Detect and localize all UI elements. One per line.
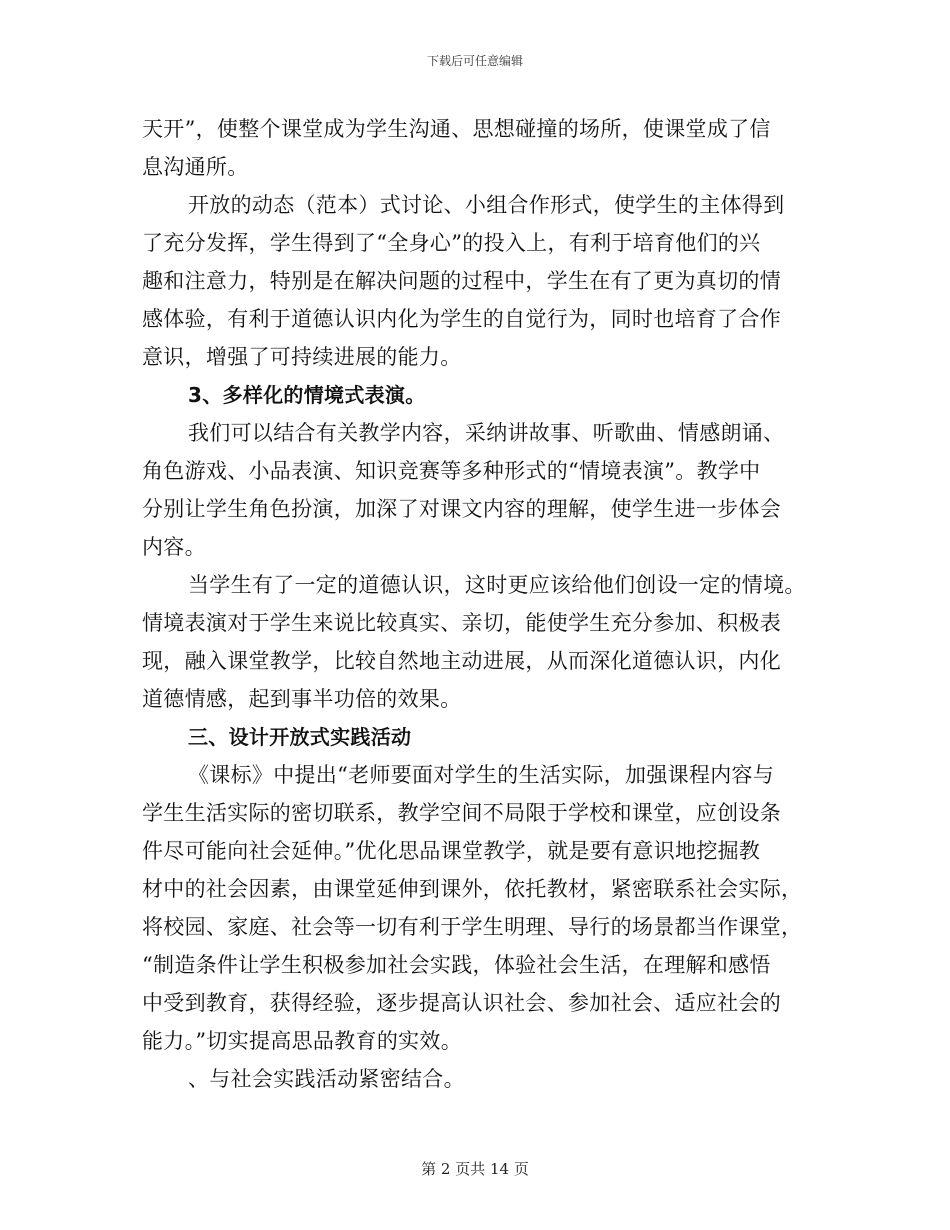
section-heading: 3、多样化的情境式表演。 — [188, 383, 426, 407]
text-line: 现，融入课堂教学，比较自然地主动进展，从而深化道德认识，内化 — [142, 649, 781, 673]
text-line: 意识，增强了可持续进展的能力。 — [142, 345, 462, 369]
text-line: 分别让学生角色扮演，加深了对课文内容的理解，使学生进一步体会 — [142, 497, 781, 521]
text-line: 感体验，有利于道德认识内化为学生的自觉行为，同时也培育了合作 — [142, 307, 781, 331]
page-header: 下载后可任意编辑 — [426, 54, 523, 68]
text-line: 材中的社会因素，由课堂延伸到课外，依托教材，紧密联系社会实际， — [142, 877, 803, 901]
document-body — [142, 110, 808, 1098]
text-line: 当学生有了一定的道德认识，这时更应该给他们创设一定的情境。 — [188, 573, 806, 597]
text-line: 将校园、家庭、社会等一切有利于学生明理、导行的场景都当作课堂， — [142, 915, 803, 939]
text-line: 情境表演对于学生来说比较真实、亲切，能使学生充分参加、积极表 — [142, 611, 781, 635]
text-line: 了充分发挥，学生得到了“全身心”的投入上，有利于培育他们的兴 — [142, 231, 761, 255]
paragraph — [142, 110, 808, 186]
text-line: 、与社会实践活动紧密结合。 — [188, 1067, 465, 1091]
section-heading: 三、设计开放式实践活动 — [188, 725, 412, 749]
text-line: 中受到教育，获得经验，逐步提高认识社会、参加社会、适应社会的 — [142, 991, 781, 1015]
text-line: 我们可以结合有关教学内容，采纳讲故事、听歌曲、情感朗诵、 — [188, 421, 785, 445]
text-line: 趣和注意力，特别是在解决问题的过程中，学生在有了更为真切的情 — [142, 269, 781, 293]
paragraph — [142, 1060, 808, 1098]
text-line: 能力。”切实提高思品教育的实效。 — [142, 1029, 463, 1053]
paragraph — [142, 756, 808, 1060]
text-line: 学生生活实际的密切联系，教学空间不局限于学校和课堂，应创设条 — [142, 801, 781, 825]
text-line: 开放的动态（范本）式讨论、小组合作形式，使学生的主体得到 — [188, 193, 785, 217]
text-line: 天开”，使整个课堂成为学生沟通、思想碰撞的场所，使课堂成了信 — [142, 117, 771, 141]
text-line: 内容。 — [142, 535, 206, 559]
paragraph — [142, 566, 808, 718]
text-line: 息沟通所。 — [142, 155, 249, 179]
page-number: 第 2 页共 14 页 — [421, 1160, 529, 1178]
text-line: 角色游戏、小品表演、知识竞赛等多种形式的“情境表演”。教学中 — [142, 459, 761, 483]
text-line: 《课标》中提出“老师要面对学生的生活实际，加强课程内容与 — [188, 763, 775, 787]
text-line: 道德情感，起到事半功倍的效果。 — [142, 687, 462, 711]
text-line: 件尽可能向社会延伸。”优化思品课堂教学，就是要有意识地挖掘教 — [142, 839, 761, 863]
paragraph — [142, 414, 808, 566]
paragraph — [142, 186, 808, 376]
text-line: “制造条件让学生积极参加社会实践，体验社会生活，在理解和感悟 — [142, 953, 771, 977]
